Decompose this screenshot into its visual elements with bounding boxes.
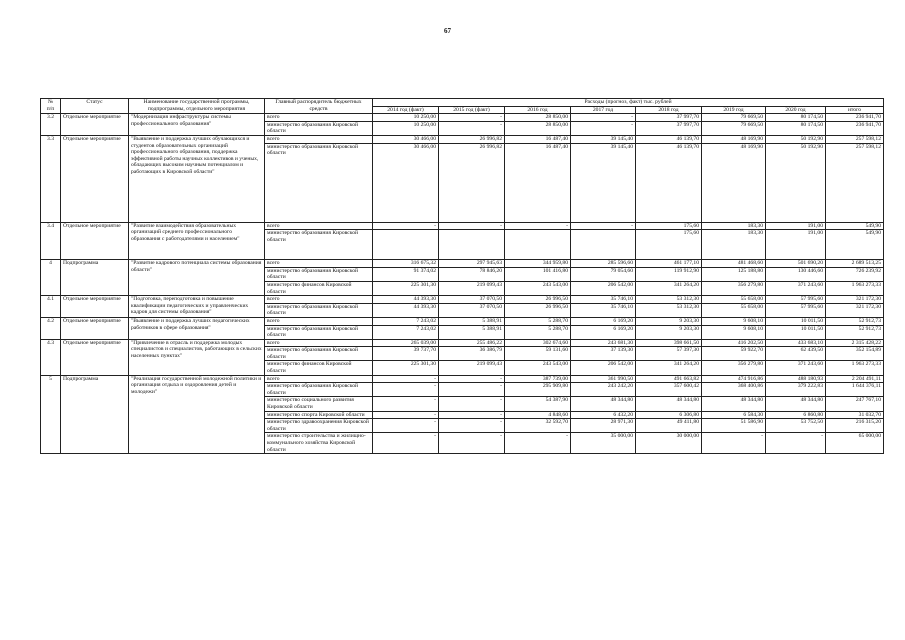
value-cell: 371 243,60 — [766, 281, 826, 295]
value-cell: 30 000,00 — [636, 433, 702, 454]
value-cell: 32 592,70 — [505, 419, 571, 433]
value-cell: 387 739,00 — [505, 375, 571, 383]
value-cell: 5 388,91 — [439, 317, 505, 325]
header-year: 2018 год — [636, 106, 702, 114]
value-cell: 9 203,30 — [636, 325, 702, 339]
value-cell: 285 596,60 — [571, 260, 636, 268]
row-number: 3.3 — [41, 135, 61, 222]
row-status: Отдельное мероприятие — [61, 222, 129, 260]
value-cell: 398 661,50 — [636, 339, 702, 347]
value-cell: 416 202,50 — [702, 339, 766, 347]
row-name: "Привлечение в отрасль и поддержка молодых специалистов и специалистов, работающих в сельских населенных пунктах" — [129, 339, 265, 375]
row-number: 4 — [41, 260, 61, 296]
header-year: 2014 год (факт) — [373, 106, 439, 114]
value-cell: 59 922,70 — [702, 347, 766, 361]
value-cell: 44 393,30 — [373, 296, 439, 304]
value-cell: 191,00 — [766, 222, 826, 230]
header-year: 2015 год (факт) — [439, 106, 505, 114]
value-cell: 175,60 — [636, 230, 702, 260]
value-cell: 488 180,93 — [766, 375, 826, 383]
value-cell: 236 941,70 — [826, 114, 884, 122]
value-cell: 48 169,90 — [702, 143, 766, 222]
value-cell: 6 306,80 — [636, 411, 702, 419]
value-cell: 219 099,43 — [439, 361, 505, 375]
row-name: "Подготовка, переподготовка и повышение квалификации педагогических и управленческих кадров для системы образования" — [129, 296, 265, 318]
value-cell: 10 250,00 — [373, 121, 439, 135]
value-cell: 53 312,30 — [636, 303, 702, 317]
value-cell: 243 681,30 — [571, 339, 636, 347]
value-cell: 2 204 491,11 — [826, 375, 884, 383]
row-number: 4.1 — [41, 296, 61, 318]
row-executor: всего — [265, 135, 373, 143]
value-cell: - — [373, 222, 439, 230]
value-cell: 30 466,00 — [373, 143, 439, 222]
row-number: 4.3 — [41, 339, 61, 375]
value-cell: 35 746,10 — [571, 296, 636, 304]
row-executor: всего — [265, 222, 373, 230]
table-row — [41, 135, 884, 143]
value-cell: 79 669,50 — [702, 114, 766, 122]
value-cell: 54 387,90 — [505, 397, 571, 411]
value-cell: - — [373, 419, 439, 433]
row-executor: министерство образования Кировской области — [265, 121, 373, 135]
value-cell: - — [702, 433, 766, 454]
value-cell: 183,30 — [702, 222, 766, 230]
header-year: 2020 год — [766, 106, 826, 114]
row-executor: министерство образования Кировской области — [265, 347, 373, 361]
row-status: Отдельное мероприятие — [61, 296, 129, 318]
value-cell: 10 250,00 — [373, 114, 439, 122]
value-cell: 2 315 428,22 — [826, 339, 884, 347]
table-row — [41, 339, 884, 347]
row-number: 3.2 — [41, 114, 61, 136]
value-cell: 80 174,50 — [766, 121, 826, 135]
value-cell: 65 000,00 — [826, 433, 884, 454]
value-cell: 28 971,30 — [571, 419, 636, 433]
value-cell: - — [373, 375, 439, 383]
row-status: Подпрограмма — [61, 375, 129, 454]
value-cell: - — [766, 433, 826, 454]
value-cell: 183,30 — [702, 230, 766, 260]
value-cell: 368 400,86 — [702, 383, 766, 397]
row-status: Подпрограмма — [61, 260, 129, 296]
row-executor: всего — [265, 260, 373, 268]
value-cell: 344 959,80 — [505, 260, 571, 268]
value-cell: 119 912,90 — [636, 267, 702, 281]
row-executor: министерство здравоохранения Кировской области — [265, 419, 373, 433]
row-executor: министерство строительства и жилищно-коммунального хозяйства Кировской области — [265, 433, 373, 454]
row-name: "Выявление и поддержка лучших педагогических работников в сфере образования" — [129, 317, 265, 339]
value-cell: 6 169,20 — [571, 317, 636, 325]
value-cell: 26 996,82 — [439, 135, 505, 143]
value-cell: 247 767,10 — [826, 397, 884, 411]
value-cell: 316 675,32 — [373, 260, 439, 268]
value-cell: 101 416,80 — [505, 267, 571, 281]
value-cell: 255 486,22 — [439, 339, 505, 347]
row-name: "Реализация государственной молодежной политики и организация отдыха и оздоровления детей и молодежи" — [129, 375, 265, 454]
value-cell — [571, 230, 636, 260]
table-body — [41, 114, 884, 454]
value-cell: 125 188,80 — [702, 267, 766, 281]
value-cell: 243 543,00 — [505, 361, 571, 375]
value-cell: 52 912,73 — [826, 317, 884, 325]
value-cell: 91 374,02 — [373, 267, 439, 281]
value-cell: - — [439, 222, 505, 230]
value-cell: - — [439, 383, 505, 397]
value-cell: - — [439, 411, 505, 419]
row-executor: министерство финансов Кировской области — [265, 361, 373, 375]
value-cell: 216 315,20 — [826, 419, 884, 433]
value-cell: 356 279,80 — [702, 281, 766, 295]
header-no: № п/п — [41, 99, 61, 114]
value-cell: - — [505, 433, 571, 454]
value-cell: 37 139,30 — [571, 347, 636, 361]
value-cell: 55 658,00 — [702, 303, 766, 317]
value-cell: - — [571, 114, 636, 122]
value-cell: 5 288,70 — [505, 317, 571, 325]
header-expenses: Расходы (прогноз, факт) тыс. рублей — [373, 99, 884, 107]
row-name: "Развитие взаимодействия образовательных организаций среднего профессионального образования с работодателями и населением" — [129, 222, 265, 260]
row-status: Отдельное мероприятие — [61, 114, 129, 136]
value-cell: 5 388,91 — [439, 325, 505, 339]
value-cell: 501 690,20 — [766, 260, 826, 268]
row-executor: всего — [265, 339, 373, 347]
value-cell: 175,60 — [636, 222, 702, 230]
value-cell: 2 689 513,25 — [826, 260, 884, 268]
value-cell: 379 222,83 — [766, 383, 826, 397]
value-cell: 37 997,70 — [636, 114, 702, 122]
row-name: "Развитие кадрового потенциала системы образования области" — [129, 260, 265, 296]
value-cell: 341 264,20 — [636, 361, 702, 375]
value-cell: 16 487,40 — [505, 143, 571, 222]
value-cell: 30 466,00 — [373, 135, 439, 143]
value-cell: 78 846,20 — [439, 267, 505, 281]
value-cell: 36 386,79 — [439, 347, 505, 361]
value-cell: 39 145,40 — [571, 135, 636, 143]
value-cell: 361 990,50 — [571, 375, 636, 383]
value-cell: 341 264,20 — [636, 281, 702, 295]
table-row — [41, 222, 884, 230]
header-status: Статус — [61, 99, 129, 114]
value-cell: 9 203,30 — [636, 317, 702, 325]
row-status: Отдельное мероприятие — [61, 317, 129, 339]
value-cell: 321 172,30 — [826, 296, 884, 304]
value-cell: 26 996,50 — [505, 303, 571, 317]
table-row — [41, 317, 884, 325]
row-executor: министерство образования Кировской области — [265, 267, 373, 281]
value-cell: 371 243,60 — [766, 361, 826, 375]
value-cell: 295 909,80 — [505, 383, 571, 397]
row-executor: министерство образования Кировской области — [265, 230, 373, 260]
value-cell: 219 099,43 — [439, 281, 505, 295]
row-executor: министерство социального развития Кировской области — [265, 397, 373, 411]
value-cell: - — [505, 222, 571, 230]
row-number: 4.2 — [41, 317, 61, 339]
value-cell: 549,90 — [826, 230, 884, 260]
value-cell: 37 070,50 — [439, 296, 505, 304]
value-cell: 1 644 376,11 — [826, 383, 884, 397]
value-cell: 28 850,00 — [505, 121, 571, 135]
table-row — [41, 375, 884, 383]
page-number: 67 — [444, 27, 451, 35]
value-cell: - — [439, 375, 505, 383]
value-cell: 356 279,80 — [702, 361, 766, 375]
value-cell: 48 344,80 — [702, 397, 766, 411]
value-cell: 302 674,60 — [505, 339, 571, 347]
row-executor: всего — [265, 114, 373, 122]
value-cell: 39 145,40 — [571, 143, 636, 222]
value-cell: 206 542,00 — [571, 361, 636, 375]
value-cell: - — [571, 121, 636, 135]
value-cell: 352 154,89 — [826, 347, 884, 361]
table-row — [41, 114, 884, 122]
row-executor: министерство образования Кировской области — [265, 383, 373, 397]
row-status: Отдельное мероприятие — [61, 135, 129, 222]
value-cell: 52 912,73 — [826, 325, 884, 339]
header-executor: Главный распорядитель бюджетных средств — [265, 99, 373, 114]
value-cell: 6 584,30 — [702, 411, 766, 419]
value-cell: 257 598,12 — [826, 143, 884, 222]
value-cell: 6 169,20 — [571, 325, 636, 339]
row-executor: министерство образования Кировской области — [265, 325, 373, 339]
value-cell: 433 683,10 — [766, 339, 826, 347]
row-executor: министерство образования Кировской области — [265, 143, 373, 222]
value-cell: 37 070,50 — [439, 303, 505, 317]
value-cell: 7 243,02 — [373, 317, 439, 325]
value-cell — [439, 230, 505, 260]
table-row — [41, 260, 884, 268]
value-cell: 48 344,80 — [636, 397, 702, 411]
value-cell: 35 746,10 — [571, 303, 636, 317]
value-cell: 55 658,00 — [702, 296, 766, 304]
value-cell: 357 600,42 — [636, 383, 702, 397]
row-number: 5 — [41, 375, 61, 454]
row-status: Отдельное мероприятие — [61, 339, 129, 375]
value-cell: 80 174,50 — [766, 114, 826, 122]
value-cell: 57 995,60 — [766, 296, 826, 304]
value-cell: 321 172,30 — [826, 303, 884, 317]
row-executor: министерство финансов Кировской области — [265, 281, 373, 295]
value-cell: - — [439, 114, 505, 122]
value-cell: 236 941,70 — [826, 121, 884, 135]
value-cell: 9 608,10 — [702, 325, 766, 339]
row-executor: министерство спорта Кировской области — [265, 411, 373, 419]
value-cell: 48 344,80 — [571, 397, 636, 411]
value-cell: 10 011,50 — [766, 325, 826, 339]
value-cell: 243 543,00 — [505, 281, 571, 295]
value-cell: 5 288,70 — [505, 325, 571, 339]
value-cell: 225 301,30 — [373, 281, 439, 295]
value-cell: 79 669,50 — [702, 121, 766, 135]
value-cell: 6 432,20 — [571, 411, 636, 419]
value-cell: 491 663,82 — [636, 375, 702, 383]
value-cell: 474 916,86 — [702, 375, 766, 383]
value-cell: 26 996,50 — [505, 296, 571, 304]
row-name: "Модернизация инфраструктуры системы профессионального образования" — [129, 114, 265, 136]
value-cell: 49 411,80 — [636, 419, 702, 433]
value-cell: 53 312,30 — [636, 296, 702, 304]
value-cell: 130 446,60 — [766, 267, 826, 281]
value-cell: - — [373, 433, 439, 454]
row-executor: всего — [265, 375, 373, 383]
value-cell: - — [439, 419, 505, 433]
row-executor: министерство образования Кировской области — [265, 303, 373, 317]
value-cell: 1 963 273,33 — [826, 281, 884, 295]
value-cell: 10 011,50 — [766, 317, 826, 325]
value-cell: 461 177,10 — [636, 260, 702, 268]
value-cell: 50 192,90 — [766, 143, 826, 222]
value-cell: 243 242,20 — [571, 383, 636, 397]
value-cell: 35 000,00 — [571, 433, 636, 454]
value-cell: 48 344,80 — [766, 397, 826, 411]
value-cell: - — [439, 433, 505, 454]
value-cell: 6 860,80 — [766, 411, 826, 419]
value-cell: 1 963 273,33 — [826, 361, 884, 375]
value-cell: - — [439, 397, 505, 411]
value-cell: 26 996,82 — [439, 143, 505, 222]
header-year: 2016 год — [505, 106, 571, 114]
row-executor: всего — [265, 317, 373, 325]
value-cell: 7 243,02 — [373, 325, 439, 339]
row-executor: всего — [265, 296, 373, 304]
value-cell: 39 737,70 — [373, 347, 439, 361]
value-cell: 206 542,00 — [571, 281, 636, 295]
value-cell: 28 850,00 — [505, 114, 571, 122]
value-cell: 16 487,40 — [505, 135, 571, 143]
value-cell: 31 032,70 — [826, 411, 884, 419]
header-name: Наименование государственной программы, подпрограммы, отдельного мероприятия — [129, 99, 265, 114]
value-cell: 265 039,00 — [373, 339, 439, 347]
value-cell: - — [571, 222, 636, 230]
value-cell — [505, 230, 571, 260]
value-cell: 9 608,10 — [702, 317, 766, 325]
value-cell — [373, 230, 439, 260]
value-cell: 48 169,90 — [702, 135, 766, 143]
header-year: итого — [826, 106, 884, 114]
row-number: 3.4 — [41, 222, 61, 260]
value-cell: 62 439,50 — [766, 347, 826, 361]
value-cell: 57 397,30 — [636, 347, 702, 361]
value-cell: 53 752,50 — [766, 419, 826, 433]
value-cell: - — [439, 121, 505, 135]
value-cell: 4 848,60 — [505, 411, 571, 419]
header-year: 2019 год — [702, 106, 766, 114]
value-cell: 46 139,70 — [636, 143, 702, 222]
value-cell: 257 598,12 — [826, 135, 884, 143]
value-cell: 37 997,70 — [636, 121, 702, 135]
value-cell: 191,00 — [766, 230, 826, 260]
value-cell: 46 139,70 — [636, 135, 702, 143]
value-cell: 549,90 — [826, 222, 884, 230]
value-cell: 44 393,30 — [373, 303, 439, 317]
value-cell: 225 301,30 — [373, 361, 439, 375]
value-cell: - — [373, 383, 439, 397]
value-cell: 59 131,60 — [505, 347, 571, 361]
value-cell: 481 468,60 — [702, 260, 766, 268]
value-cell: 50 192,90 — [766, 135, 826, 143]
row-name: "Выявление и поддержка лучших обучающихся и студентов образовательных организаций профессионального образования, поддержка эффективной работы научных коллективов и ученых, обладающих высоким научным потенциалом и работающих в Кировской области" — [129, 135, 265, 222]
value-cell: 79 054,60 — [571, 267, 636, 281]
table-row — [41, 296, 884, 304]
expenses-table — [40, 98, 884, 454]
value-cell: 57 995,60 — [766, 303, 826, 317]
value-cell: 297 945,63 — [439, 260, 505, 268]
value-cell: 51 586,90 — [702, 419, 766, 433]
value-cell: - — [373, 411, 439, 419]
value-cell: 726 239,92 — [826, 267, 884, 281]
value-cell: - — [373, 397, 439, 411]
header-year: 2017 год — [571, 106, 636, 114]
